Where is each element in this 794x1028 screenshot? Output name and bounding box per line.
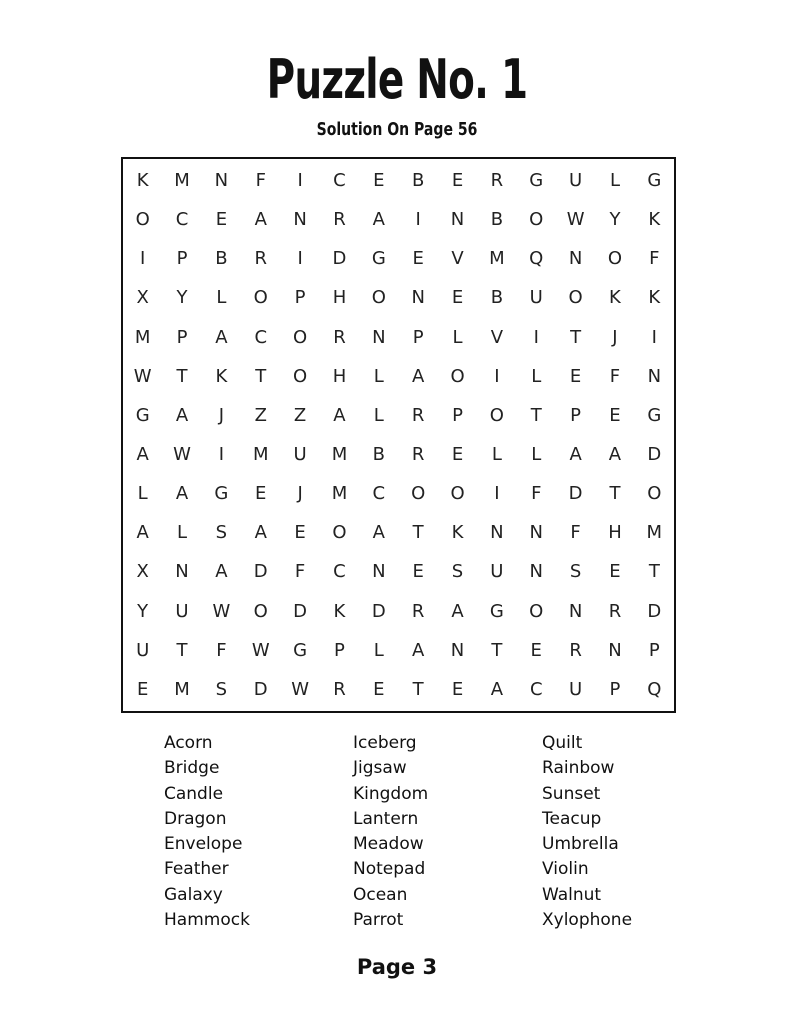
grid-letter: W	[212, 600, 231, 622]
grid-letter: P	[412, 326, 424, 348]
grid-letter: M	[331, 483, 348, 505]
grid-letter: W	[133, 365, 152, 387]
grid-letter: T	[570, 326, 582, 348]
grid-letter: P	[609, 678, 621, 700]
grid-letter: T	[412, 678, 424, 700]
grid-letter: F	[570, 522, 581, 544]
grid-letter: N	[214, 170, 229, 192]
grid-letter: Q	[529, 248, 544, 270]
grid-letter: R	[254, 248, 267, 270]
grid-letter: A	[412, 365, 425, 387]
grid-letter: S	[215, 678, 228, 700]
grid-letter: R	[333, 209, 346, 231]
grid-letter: E	[530, 639, 542, 661]
word-item: Violin	[542, 859, 589, 880]
grid-letter: K	[333, 600, 346, 622]
page-number: Page 3	[356, 955, 438, 979]
grid-letter: U	[293, 444, 307, 466]
grid-letter: H	[332, 287, 347, 309]
puzzle-title: Puzzle No. 1	[266, 48, 528, 111]
word-item: Dragon	[164, 808, 227, 829]
grid-letter: A	[175, 483, 189, 505]
grid-letter: E	[451, 287, 464, 309]
grid-letter: N	[568, 600, 583, 622]
grid-letter: O	[607, 248, 623, 270]
grid-letter: T	[648, 561, 660, 583]
grid-letter: H	[608, 522, 622, 544]
grid-letter: A	[490, 678, 504, 700]
grid-letter: A	[136, 522, 149, 544]
grid-letter: E	[569, 365, 582, 387]
grid-letter: E	[609, 561, 621, 583]
grid-letter: W	[291, 678, 309, 700]
grid-letter: F	[649, 248, 660, 270]
grid-letter: G	[293, 639, 308, 661]
grid-letter: L	[531, 444, 542, 466]
grid-letter: O	[529, 600, 544, 622]
grid-letter: N	[450, 639, 465, 661]
word-item: Sunset	[542, 783, 601, 804]
grid-letter: B	[490, 209, 504, 231]
grid-letter: N	[372, 561, 386, 583]
grid-letter: P	[294, 287, 306, 309]
grid-letter: P	[176, 248, 188, 270]
grid-letter: L	[216, 287, 227, 309]
word-item: Quilt	[542, 733, 583, 753]
grid-letter: F	[216, 639, 227, 661]
grid-letter: K	[648, 287, 661, 309]
grid-letter: A	[254, 522, 267, 544]
word-item: Envelope	[164, 834, 243, 855]
grid-letter: J	[297, 483, 303, 505]
grid-letter: O	[253, 600, 268, 622]
grid-letter: H	[332, 365, 347, 387]
grid-letter: G	[135, 404, 150, 426]
grid-letter: R	[411, 600, 425, 622]
grid-letter: T	[255, 365, 267, 387]
grid-letter: T	[491, 639, 503, 661]
word-item: Feather	[164, 859, 229, 880]
grid-letter: L	[491, 444, 502, 466]
grid-letter: O	[529, 209, 544, 231]
grid-letter: G	[647, 170, 662, 192]
grid-letter: T	[176, 365, 188, 387]
word-item: Jigsaw	[353, 758, 407, 779]
grid-letter: F	[255, 170, 266, 192]
grid-letter: O	[293, 365, 308, 387]
grid-letter: S	[569, 561, 582, 583]
word-item: Rainbow	[542, 758, 615, 779]
grid-letter: Y	[176, 287, 188, 309]
grid-letter: O	[332, 522, 347, 544]
grid-letter: N	[411, 287, 425, 309]
grid-letter: M	[174, 170, 190, 192]
grid-letter: K	[215, 365, 228, 387]
grid-letter: D	[647, 600, 662, 622]
grid-letter: L	[137, 483, 148, 505]
grid-letter: R	[411, 444, 425, 466]
grid-letter: K	[136, 170, 149, 192]
grid-letter: F	[609, 365, 621, 387]
grid-letter: Y	[137, 600, 149, 622]
grid-letter: L	[609, 170, 620, 192]
grid-letter: I	[140, 248, 146, 270]
grid-letter: T	[609, 483, 621, 505]
grid-letter: I	[651, 326, 657, 348]
grid-letter: O	[489, 404, 504, 426]
grid-letter: G	[647, 404, 662, 426]
grid-letter: L	[177, 522, 188, 544]
grid-letter: E	[215, 209, 228, 231]
grid-letter: G	[214, 483, 229, 505]
word-item: Galaxy	[164, 884, 223, 905]
word-item: Bridge	[164, 758, 220, 779]
grid-letter: A	[254, 209, 267, 231]
grid-letter: I	[218, 444, 225, 466]
grid-letter: Q	[647, 678, 662, 700]
grid-letter: E	[412, 248, 424, 270]
grid-letter: O	[371, 287, 386, 309]
grid-letter: K	[609, 287, 621, 309]
word-item: Meadow	[353, 834, 424, 855]
grid-letter: I	[533, 326, 539, 348]
grid-letter: U	[490, 561, 504, 583]
grid-letter: J	[218, 404, 225, 426]
grid-letter: R	[333, 326, 346, 348]
grid-letter: G	[489, 600, 504, 622]
grid-letter: G	[371, 248, 386, 270]
grid-letter: R	[411, 404, 425, 426]
grid-letter: B	[372, 444, 385, 466]
grid-letter: T	[530, 404, 542, 426]
word-item: Acorn	[164, 733, 213, 753]
grid-letter: L	[531, 365, 542, 387]
grid-letter: U	[569, 170, 583, 192]
grid-letter: L	[373, 365, 384, 387]
grid-letter: E	[294, 522, 306, 544]
grid-letter: A	[608, 444, 622, 466]
grid-letter: D	[568, 483, 583, 505]
word-item: Kingdom	[353, 783, 429, 804]
grid-letter: L	[452, 326, 463, 348]
grid-letter: Z	[254, 404, 267, 426]
grid-letter: I	[297, 248, 303, 270]
grid-letter: Z	[293, 404, 307, 426]
grid-letter: M	[646, 522, 663, 544]
grid-letter: A	[372, 209, 385, 231]
grid-letter: R	[569, 639, 582, 661]
grid-letter: A	[569, 444, 582, 466]
grid-letter: O	[135, 209, 150, 231]
grid-letter: W	[173, 444, 191, 466]
word-column	[542, 731, 684, 933]
grid-letter: E	[373, 170, 385, 192]
word-item: Hammock	[164, 910, 250, 931]
word-item: Teacup	[542, 808, 602, 829]
grid-letter: E	[412, 561, 424, 583]
grid-letter: R	[608, 600, 622, 622]
word-item: Walnut	[542, 884, 602, 905]
grid-letter: A	[451, 600, 464, 622]
grid-letter: B	[411, 170, 425, 192]
grid-letter: M	[134, 326, 151, 348]
grid-letter: J	[612, 326, 618, 348]
grid-letter: U	[136, 639, 150, 661]
grid-letter: C	[333, 561, 346, 583]
grid-letter: F	[531, 483, 542, 505]
grid-letter: D	[371, 600, 386, 622]
grid-letter: T	[412, 522, 424, 544]
grid-letter: N	[293, 209, 307, 231]
grid-letter: N	[529, 561, 543, 583]
grid-letter: F	[294, 561, 306, 583]
grid-letter: P	[452, 404, 463, 426]
grid-letter: U	[175, 600, 189, 622]
grid-letter: L	[373, 404, 384, 426]
grid-letter: A	[136, 444, 149, 466]
grid-letter: R	[490, 170, 504, 192]
grid-letter: A	[175, 404, 189, 426]
grid-letter: O	[253, 287, 268, 309]
grid-letter: D	[293, 600, 308, 622]
grid-letter: E	[451, 170, 464, 192]
grid-letter: I	[494, 365, 500, 387]
grid-letter: I	[494, 483, 500, 505]
solution-note: Solution On Page 56	[316, 119, 478, 140]
grid-letter: A	[215, 326, 228, 348]
grid-letter: B	[215, 248, 228, 270]
grid-letter: D	[332, 248, 347, 270]
grid-letter: A	[412, 639, 425, 661]
grid-letter: S	[451, 561, 464, 583]
word-item: Umbrella	[542, 834, 619, 855]
grid-letter: E	[451, 678, 464, 700]
grid-letter: K	[451, 522, 464, 544]
grid-letter: N	[372, 326, 386, 348]
grid-letter: C	[529, 678, 543, 700]
grid-letter: W	[251, 639, 270, 661]
grid-letter: P	[648, 639, 660, 661]
grid-letter: C	[254, 326, 268, 348]
grid-letter: D	[253, 561, 268, 583]
grid-letter: A	[333, 404, 346, 426]
grid-letter: G	[529, 170, 544, 192]
grid-letter: V	[451, 248, 464, 270]
grid-letter: O	[450, 365, 465, 387]
word-item: Notepad	[353, 859, 426, 880]
grid-letter: A	[215, 561, 228, 583]
grid-letter: P	[570, 404, 582, 426]
grid-letter: M	[252, 444, 269, 466]
grid-letter: C	[372, 483, 386, 505]
grid-letter: C	[333, 170, 346, 192]
letter-grid	[121, 157, 676, 713]
grid-letter: E	[609, 404, 621, 426]
grid-letter: E	[451, 444, 464, 466]
grid-letter: L	[373, 639, 384, 661]
grid-letter: I	[415, 209, 421, 231]
grid-letter: C	[175, 209, 189, 231]
grid-letter: U	[529, 287, 543, 309]
grid-letter: M	[331, 444, 348, 466]
word-column	[353, 731, 542, 933]
grid-letter: D	[647, 444, 662, 466]
word-list	[164, 731, 684, 933]
grid-letter: I	[297, 170, 303, 192]
grid-letter: O	[450, 483, 465, 505]
grid-letter: X	[136, 561, 149, 583]
word-item: Xylophone	[542, 910, 633, 931]
word-column	[164, 731, 353, 933]
grid-letter: P	[334, 639, 345, 661]
grid-letter: R	[333, 678, 346, 700]
grid-letter: N	[175, 561, 189, 583]
grid-letter: B	[490, 287, 504, 309]
grid-letter: V	[490, 326, 504, 348]
grid-letter: O	[647, 483, 662, 505]
grid-letter: M	[489, 248, 505, 270]
grid-letter: U	[569, 678, 583, 700]
grid-letter: N	[568, 248, 583, 270]
grid-letter: K	[648, 209, 661, 231]
grid-letter: S	[215, 522, 228, 544]
word-item: Parrot	[353, 910, 404, 931]
grid-letter: Y	[609, 209, 621, 231]
grid-letter: E	[373, 678, 385, 700]
grid-letter: W	[566, 209, 585, 231]
grid-letter: X	[136, 287, 149, 309]
word-item: Ocean	[353, 884, 408, 905]
grid-letter: N	[608, 639, 622, 661]
word-item: Iceberg	[353, 733, 417, 753]
grid-letter: E	[255, 483, 267, 505]
grid-letter: P	[176, 326, 188, 348]
word-item: Lantern	[353, 808, 419, 829]
grid-letter: O	[293, 326, 308, 348]
grid-letter: N	[647, 365, 662, 387]
grid-letter: O	[568, 287, 583, 309]
word-item: Candle	[164, 783, 224, 804]
grid-letter: O	[411, 483, 426, 505]
grid-letter: T	[176, 639, 188, 661]
grid-letter: E	[136, 678, 149, 700]
grid-letter: A	[372, 522, 385, 544]
grid-letter: M	[174, 678, 190, 700]
grid-letter: D	[253, 678, 268, 700]
grid-letter: N	[450, 209, 465, 231]
grid-letter: N	[529, 522, 543, 544]
grid-letter: N	[490, 522, 504, 544]
